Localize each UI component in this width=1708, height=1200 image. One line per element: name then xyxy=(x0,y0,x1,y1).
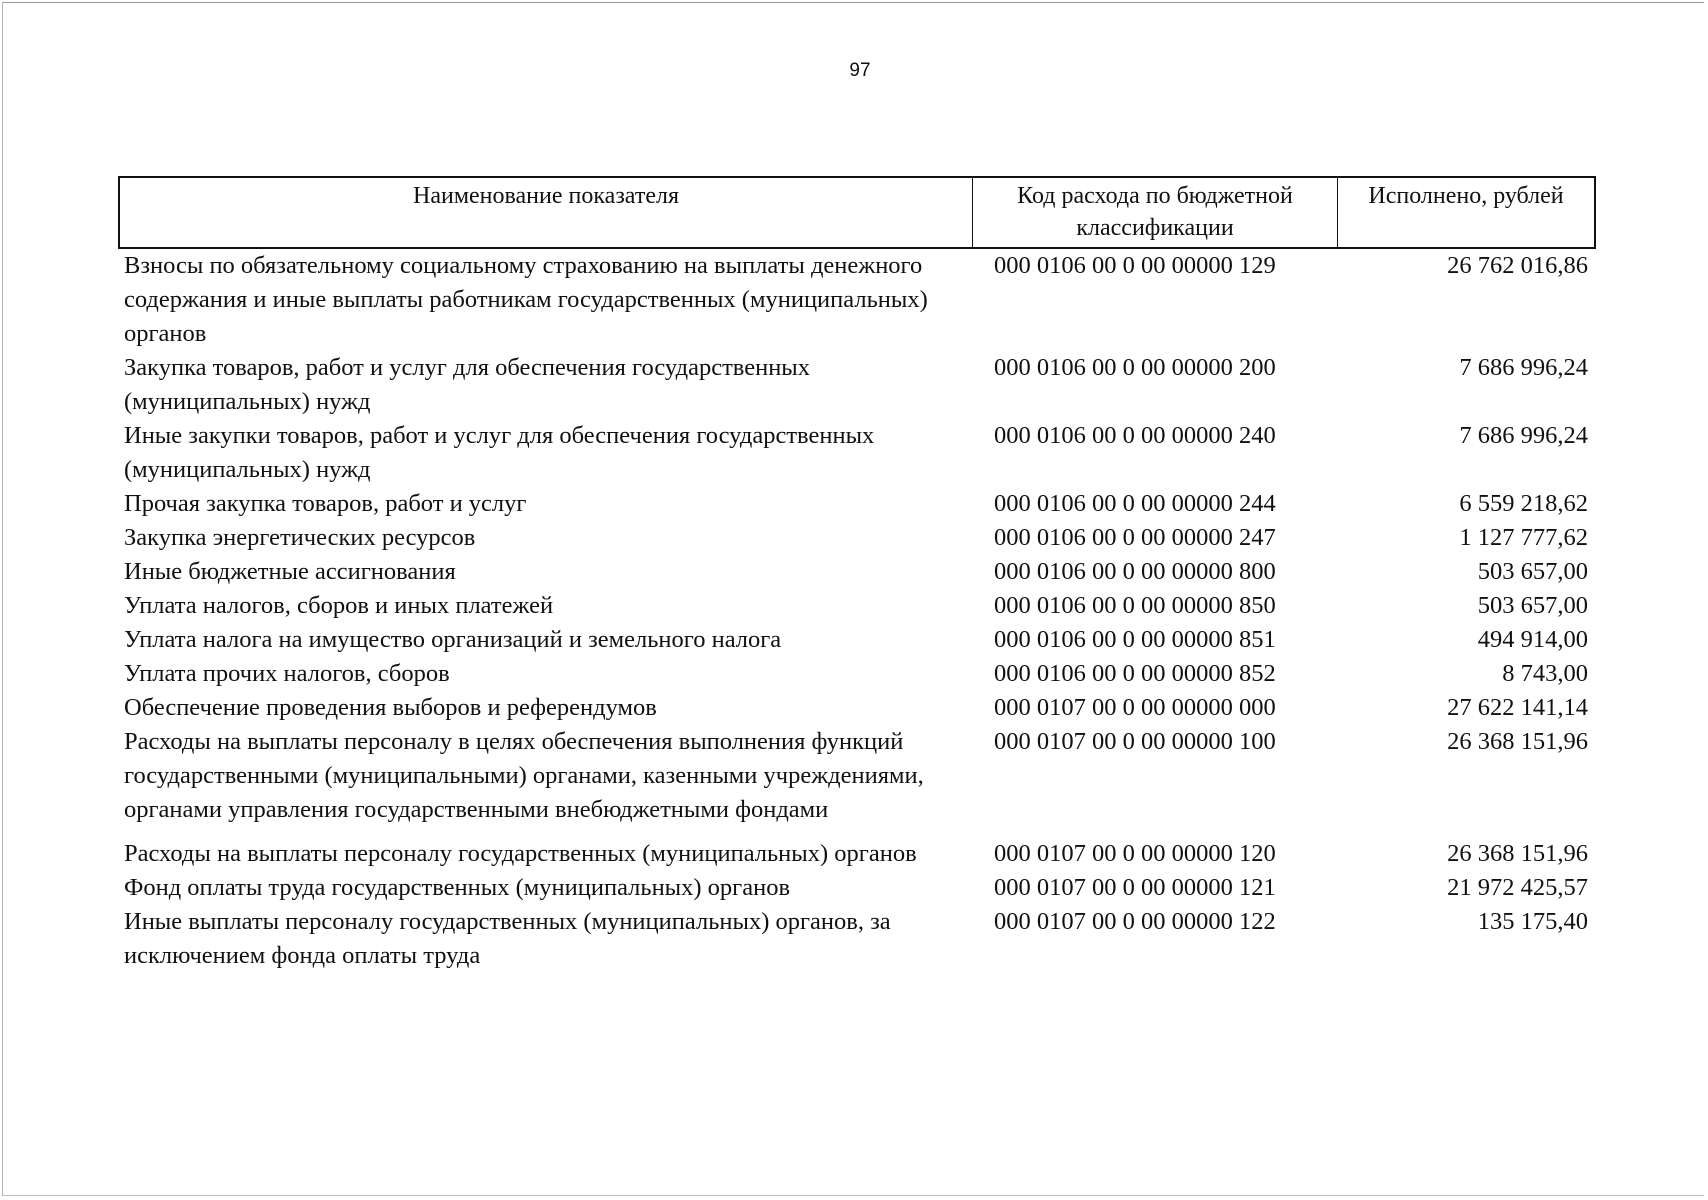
row-code: 000 0106 00 0 00 00000 200 xyxy=(994,354,1276,381)
row-code: 000 0107 00 0 00 00000 122 xyxy=(994,908,1276,935)
row-sum: 21 972 425,57 xyxy=(1447,874,1588,901)
row-name: Расходы на выплаты персоналу в целях обеспечения выполнения функций государственными (муниципальными) органами, казенными учреждениями, органами управления государственными внебюджетными фондами xyxy=(124,728,924,823)
row-code: 000 0106 00 0 00 00000 851 xyxy=(994,626,1276,653)
header-name: Наименование показателя xyxy=(120,178,973,247)
row-sum: 135 175,40 xyxy=(1477,908,1588,935)
row-code: 000 0106 00 0 00 00000 247 xyxy=(994,524,1276,551)
row-name: Фонд оплаты труда государственных (муниципальных) органов xyxy=(124,874,791,901)
row-code: 000 0106 00 0 00 00000 240 xyxy=(994,422,1276,449)
page-number: 97 xyxy=(849,60,871,81)
row-sum: 26 762 016,86 xyxy=(1447,252,1588,279)
row-sum: 8 743,00 xyxy=(1502,660,1588,687)
header-sum: Исполнено, рублей xyxy=(1368,183,1564,209)
row-name: Иные закупки товаров, работ и услуг для обеспечения государственных (муниципальных) нужд xyxy=(124,422,875,483)
row-name: Иные выплаты персоналу государственных (муниципальных) органов, за исключением фонда оплаты труда xyxy=(124,908,891,969)
row-name: Уплата прочих налогов, сборов xyxy=(124,660,450,687)
row-sum: 1 127 777,62 xyxy=(1459,524,1588,551)
row-name: Закупка товаров, работ и услуг для обеспечения государственных (муниципальных) нужд xyxy=(124,354,811,415)
expenditure-table xyxy=(118,176,1596,973)
table-row xyxy=(118,589,1596,623)
row-code: 000 0107 00 0 00 00000 100 xyxy=(994,728,1276,755)
table-row xyxy=(118,487,1596,521)
row-code: 000 0107 00 0 00 00000 000 xyxy=(994,694,1276,721)
table-row xyxy=(118,351,1596,419)
row-name: Взносы по обязательному социальному страхованию на выплаты денежного содержания и иные выплаты работникам государственных (муниципальных) органов xyxy=(124,252,928,347)
row-sum: 7 686 996,24 xyxy=(1459,354,1588,381)
table-row xyxy=(118,555,1596,589)
table-body xyxy=(118,249,1596,973)
table-row xyxy=(118,249,1596,351)
table-row xyxy=(118,725,1596,827)
row-code: 000 0106 00 0 00 00000 850 xyxy=(994,592,1276,619)
row-name: Иные бюджетные ассигнования xyxy=(124,558,456,585)
table-row xyxy=(118,691,1596,725)
row-code: 000 0106 00 0 00 00000 852 xyxy=(994,660,1276,687)
row-sum: 503 657,00 xyxy=(1477,592,1588,619)
table-row xyxy=(118,837,1596,871)
row-sum: 6 559 218,62 xyxy=(1459,490,1588,517)
row-code: 000 0107 00 0 00 00000 120 xyxy=(994,840,1276,867)
row-name: Прочая закупка товаров, работ и услуг xyxy=(124,490,527,517)
row-name: Расходы на выплаты персоналу государственных (муниципальных) органов xyxy=(124,840,917,867)
table-row xyxy=(118,623,1596,657)
table-row xyxy=(118,419,1596,487)
row-code: 000 0107 00 0 00 00000 121 xyxy=(994,874,1276,901)
header-code: Код расхода по бюджетной классификации xyxy=(973,178,1338,247)
row-sum: 26 368 151,96 xyxy=(1447,840,1588,867)
row-name: Обеспечение проведения выборов и референдумов xyxy=(124,694,657,721)
row-sum: 26 368 151,96 xyxy=(1447,728,1588,755)
row-code: 000 0106 00 0 00 00000 129 xyxy=(994,252,1276,279)
row-sum: 503 657,00 xyxy=(1477,558,1588,585)
row-name: Уплата налога на имущество организаций и земельного налога xyxy=(124,626,782,653)
row-name: Уплата налогов, сборов и иных платежей xyxy=(124,592,554,619)
table-row xyxy=(118,521,1596,555)
table-row xyxy=(118,905,1596,973)
table-row xyxy=(118,657,1596,691)
row-name: Закупка энергетических ресурсов xyxy=(124,524,476,551)
row-sum: 7 686 996,24 xyxy=(1459,422,1588,449)
row-code: 000 0106 00 0 00 00000 800 xyxy=(994,558,1276,585)
row-code: 000 0106 00 0 00 00000 244 xyxy=(994,490,1276,517)
row-sum: 494 914,00 xyxy=(1477,626,1588,653)
row-sum: 27 622 141,14 xyxy=(1447,694,1588,721)
table-header xyxy=(118,176,1596,249)
table-row xyxy=(118,871,1596,905)
